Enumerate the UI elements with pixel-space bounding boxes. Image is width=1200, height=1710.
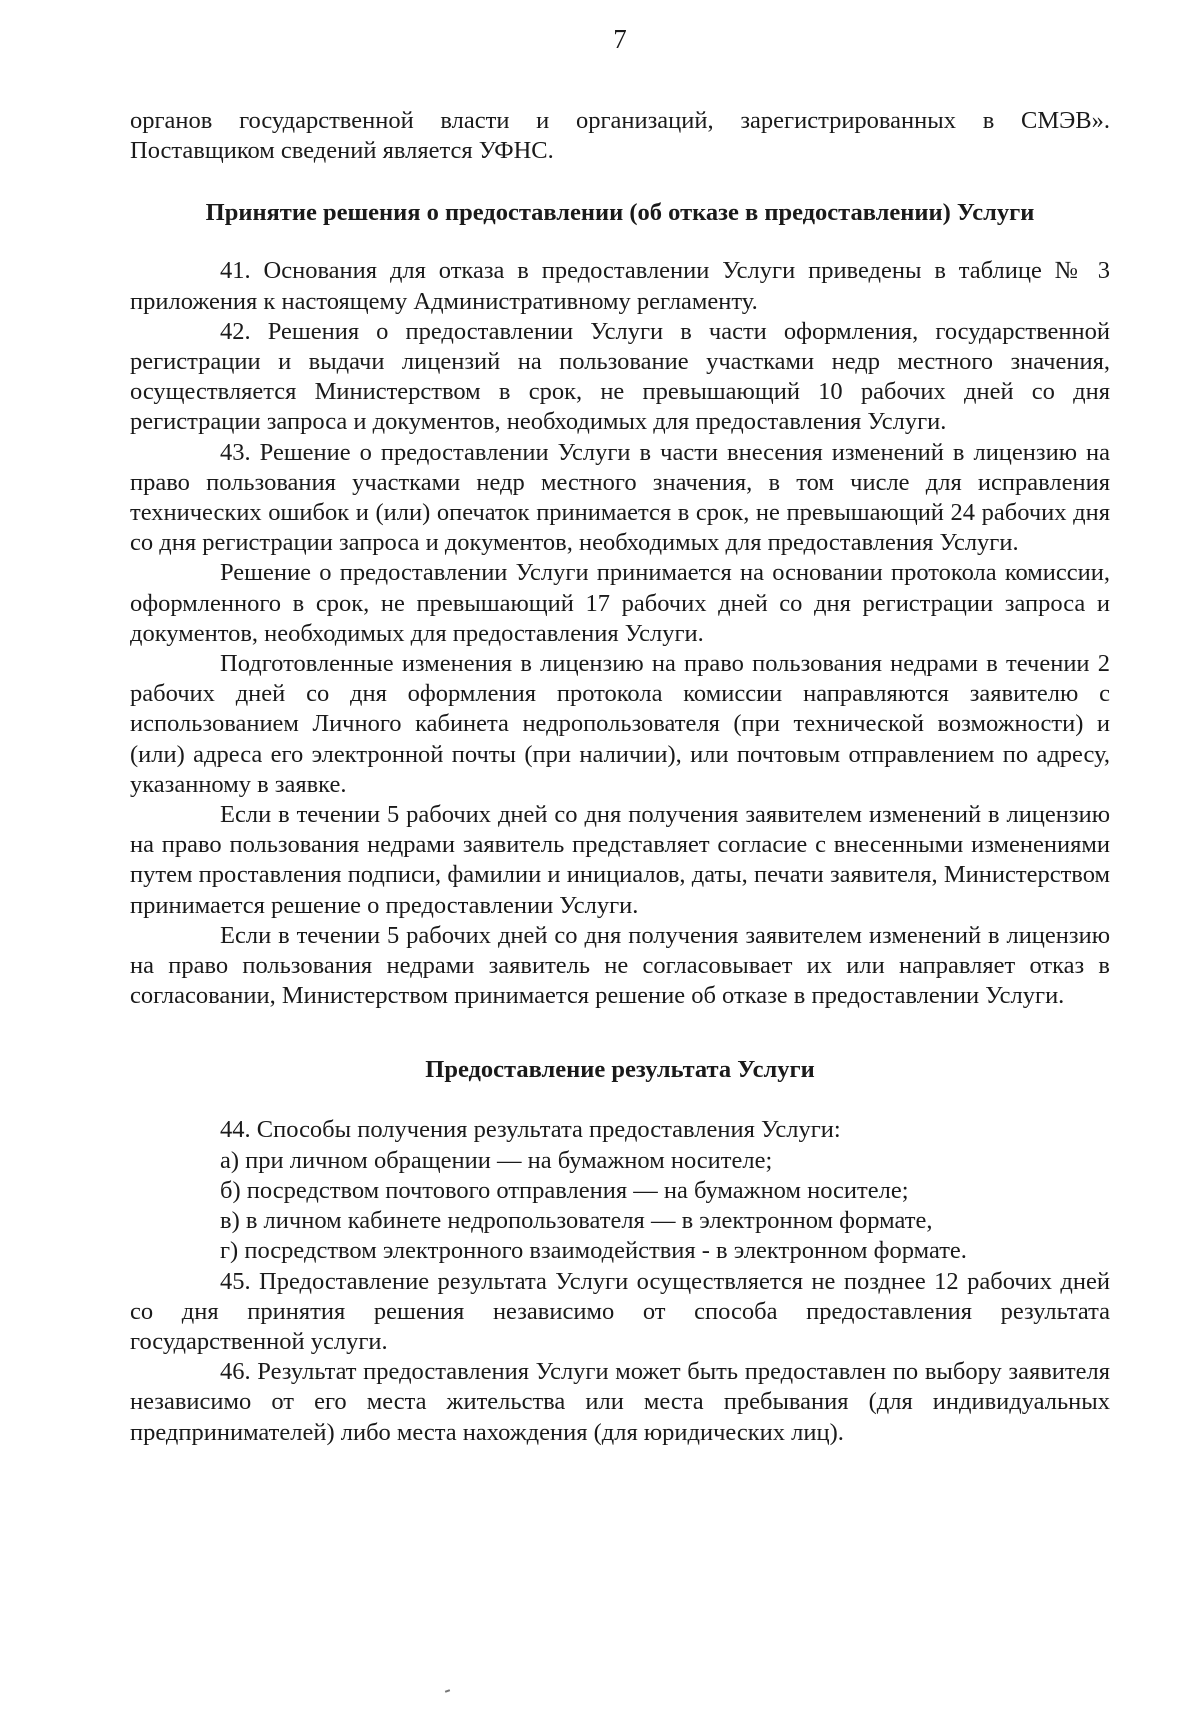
spacer bbox=[130, 1085, 1110, 1115]
paragraph-refusal: Если в течении 5 рабочих дней со дня получения заявителем изменений в лицензию на право пользования недрами заявитель не согласовывает их или направляет отказ в согласовании, Министерством принимается решение об отказе в предоставлении Услуги. bbox=[130, 921, 1110, 1010]
section-heading-decision: Принятие решения о предоставлении (об отказе в предоставлении) Услуги bbox=[205, 199, 1035, 227]
intro-continuation-paragraph: органов государственной власти и организаций, зарегистрированных в СМЭВ». Поставщиком сведений является УФНС. bbox=[130, 107, 1110, 165]
paragraph-46: 46. Результат предоставления Услуги может быть предоставлен по выбору заявителя независимо от его места жительства или места пребывания (для индивидуальных предпринимателей) либо места нахождения (для юридических лиц). bbox=[130, 1358, 1110, 1446]
list-item-b: б) посредством почтового отправления — на бумажном носителе; bbox=[220, 1176, 909, 1204]
spacer bbox=[130, 228, 1110, 256]
document-body bbox=[130, 106, 1110, 1448]
paragraph-41: 41. Основания для отказа в предоставлении Услуги приведены в таблице № 3 приложения к настоящему Административному регламенту. bbox=[130, 257, 1110, 315]
list-item-v: в) в личном кабинете недропользователя — в электронном формате, bbox=[220, 1207, 933, 1235]
paragraph-43: 43. Решение о предоставлении Услуги в части внесения изменений в лицензию на право пользования участками недр местного значения, в том числе для исправления технических ошибок и (или) опечаток принимается в срок, не превышающий 24 рабочих дня со дня регистрации запроса и документов, необходимых для предоставления Услуги. bbox=[130, 438, 1110, 557]
scan-speck bbox=[445, 1689, 450, 1693]
section-heading-result: Предоставление результата Услуги bbox=[425, 1056, 815, 1084]
paragraph-prepared-changes: Подготовленные изменения в лицензию на право пользования недрами в течении 2 рабочих дней со дня оформления протокола комиссии направляются заявителю с использованием Личного кабинета недропользователя (при технической возможности) и (или) адреса его электронной почты (при наличии), или почтовым отправлением по адресу, указанному в заявке. bbox=[130, 650, 1110, 798]
paragraph-45: 45. Предоставление результата Услуги осуществляется не позднее 12 рабочих дней со дня принятия решения независимо от способа предоставления результата государственной услуги. bbox=[130, 1267, 1110, 1355]
spacer bbox=[130, 1011, 1110, 1055]
spacer bbox=[130, 166, 1110, 198]
paragraph-42: 42. Решения о предоставлении Услуги в части оформления, государственной регистрации и выдачи лицензий на пользование участками недр местного значения, осуществляется Министерством в срок, не превышающий 10 рабочих дней со дня регистрации запроса и документов, необходимых для предоставления Услуги. bbox=[130, 317, 1110, 436]
page-number: 7 bbox=[613, 24, 627, 54]
list-item-a: а) при личном обращении — на бумажном носителе; bbox=[220, 1146, 773, 1174]
paragraph-44: 44. Способы получения результата предоставления Услуги: bbox=[220, 1116, 841, 1144]
section-decision-body bbox=[130, 256, 1110, 1011]
paragraph-protocol-decision: Решение о предоставлении Услуги принимается на основании протокола комиссии, оформленного в срок, не превышающий 17 рабочих дней со дня регистрации запроса и документов, необходимых для предоставления Услуги. bbox=[130, 559, 1110, 647]
paragraph-consent: Если в течении 5 рабочих дней со дня получения заявителем изменений в лицензию на право пользования недрами заявитель представляет согласие с внесенными изменениями путем проставления подписи, фамилии и инициалов, даты, печати заявителя, Министерством принимается решение о предоставлении Услуги. bbox=[130, 801, 1110, 919]
list-item-g: г) посредством электронного взаимодействия - в электронном формате. bbox=[220, 1237, 967, 1265]
section-result-body bbox=[130, 1115, 1110, 1447]
